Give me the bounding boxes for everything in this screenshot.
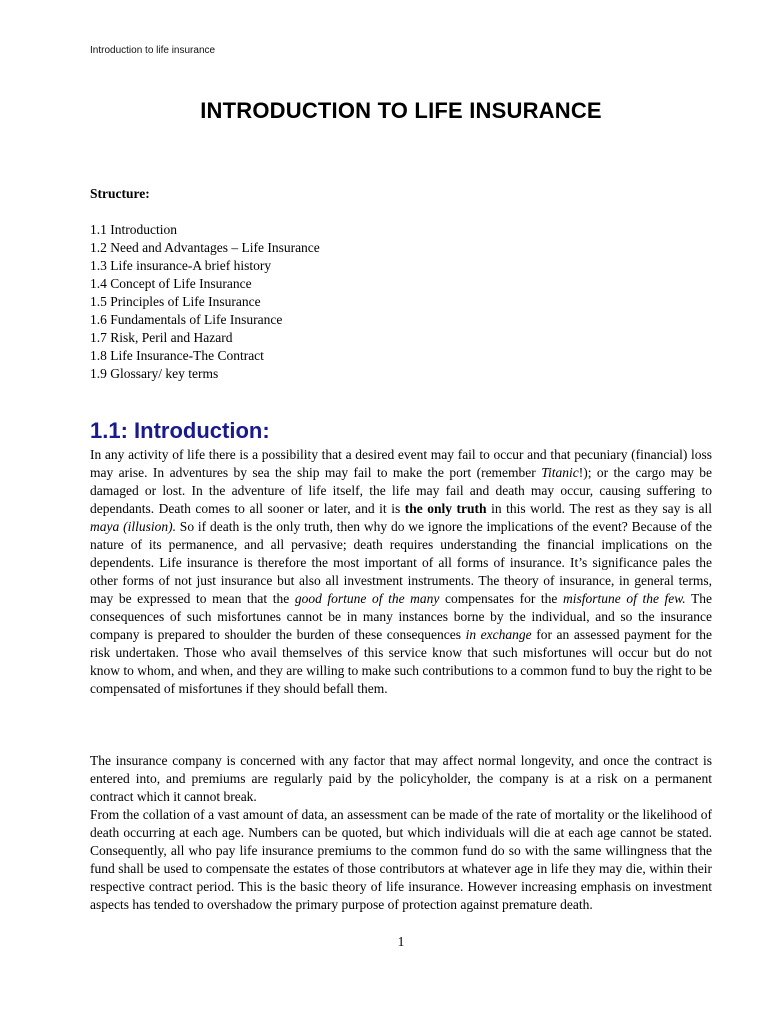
strong-text: the only truth [404, 501, 487, 516]
toc-item: 1.9 Glossary/ key terms [90, 366, 219, 381]
emphasis-text: misfortune of the few. [563, 591, 686, 606]
table-of-contents [90, 221, 320, 383]
text-run: The consequences of such misfortunes cannot be in many instances borne by the individual, and so the insurance company is prepared to shoulder the burden of these consequences [90, 591, 712, 642]
page-title: INTRODUCTION TO LIFE INSURANCE [200, 98, 602, 123]
running-header: Introduction to life insurance [90, 45, 216, 56]
emphasis-text: in exchange [465, 627, 532, 642]
intro-paragraph-3: From the collation of a vast amount of data, an assessment can be made of the rate of mortality or the likelihood of death occurring at each age. Numbers can be quoted, but which individuals will die at each age cannot be stated. Consequently, all who pay life insurance premiums to the common fund do so with the same willingness that the fund shall be used to compensate the estates of those contributors at whatever age in life they may die, within their respective contract period. This is the basic theory of life insurance. However increasing emphasis on investment aspects has tended to overshadow the primary purpose of protection against premature death. [90, 807, 712, 912]
page-number: 1 [397, 934, 405, 949]
text-run: in this world. The rest as they say is all [486, 501, 712, 516]
toc-item: 1.1 Introduction [90, 222, 177, 237]
section-heading: 1.1: Introduction: [90, 418, 270, 443]
text-run: !); or the cargo may be damaged or lost. In the adventure of life itself, the life may fail and death may occur, causing suffering to dependants. Death comes to all sooner or later, and it is [90, 465, 712, 516]
emphasis-text: good fortune of the many [294, 591, 440, 606]
toc-item: 1.3 Life insurance-A brief history [90, 258, 272, 273]
emphasis-text: Titanic [541, 465, 579, 480]
toc-item: 1.5 Principles of Life Insurance [90, 294, 261, 309]
emphasis-text: maya (illusion). [90, 519, 176, 534]
toc-item: 1.6 Fundamentals of Life Insurance [90, 312, 283, 327]
toc-item: 1.8 Life Insurance-The Contract [90, 348, 264, 363]
text-run: compensates for the [439, 591, 564, 606]
intro-paragraph-2: The insurance company is concerned with any factor that may affect normal longevity, and once the contract is entered into, and premiums are regularly paid by the policyholder, the company is at a risk on a permanent contract which it cannot break. [90, 753, 712, 804]
toc-item: 1.7 Risk, Peril and Hazard [90, 330, 233, 345]
text-run: for an assessed payment for the risk undertaken. Those who avail themselves of this service know that such misfortunes will occur but do not know to whom, and when, and they are willing to make such contributions to a common fund to buy the right to be compensated of misfortunes if they should befall them. [90, 627, 713, 696]
toc-item: 1.4 Concept of Life Insurance [90, 276, 252, 291]
intro-paragraph-1 [90, 446, 712, 698]
toc-item: 1.2 Need and Advantages – Life Insurance [90, 240, 320, 255]
structure-heading: Structure: [90, 186, 150, 201]
text-run: So if death is the only truth, then why do we ignore the implications of the event? Because of the nature of its permanence, and all pervasive; death requires understanding the financial implications on the dependents. Life insurance is therefore the most important of all forms of insurance. It’s significance pales the other forms of not just insurance but also all investment instruments. The theory of insurance, in general terms, may be expressed to mean that the [90, 519, 712, 606]
text-run: In any activity of life there is a possibility that a desired event may fail to occur and that pecuniary (financial) loss may arise. In adventures by sea the ship may fail to make the port (remember [90, 447, 712, 480]
